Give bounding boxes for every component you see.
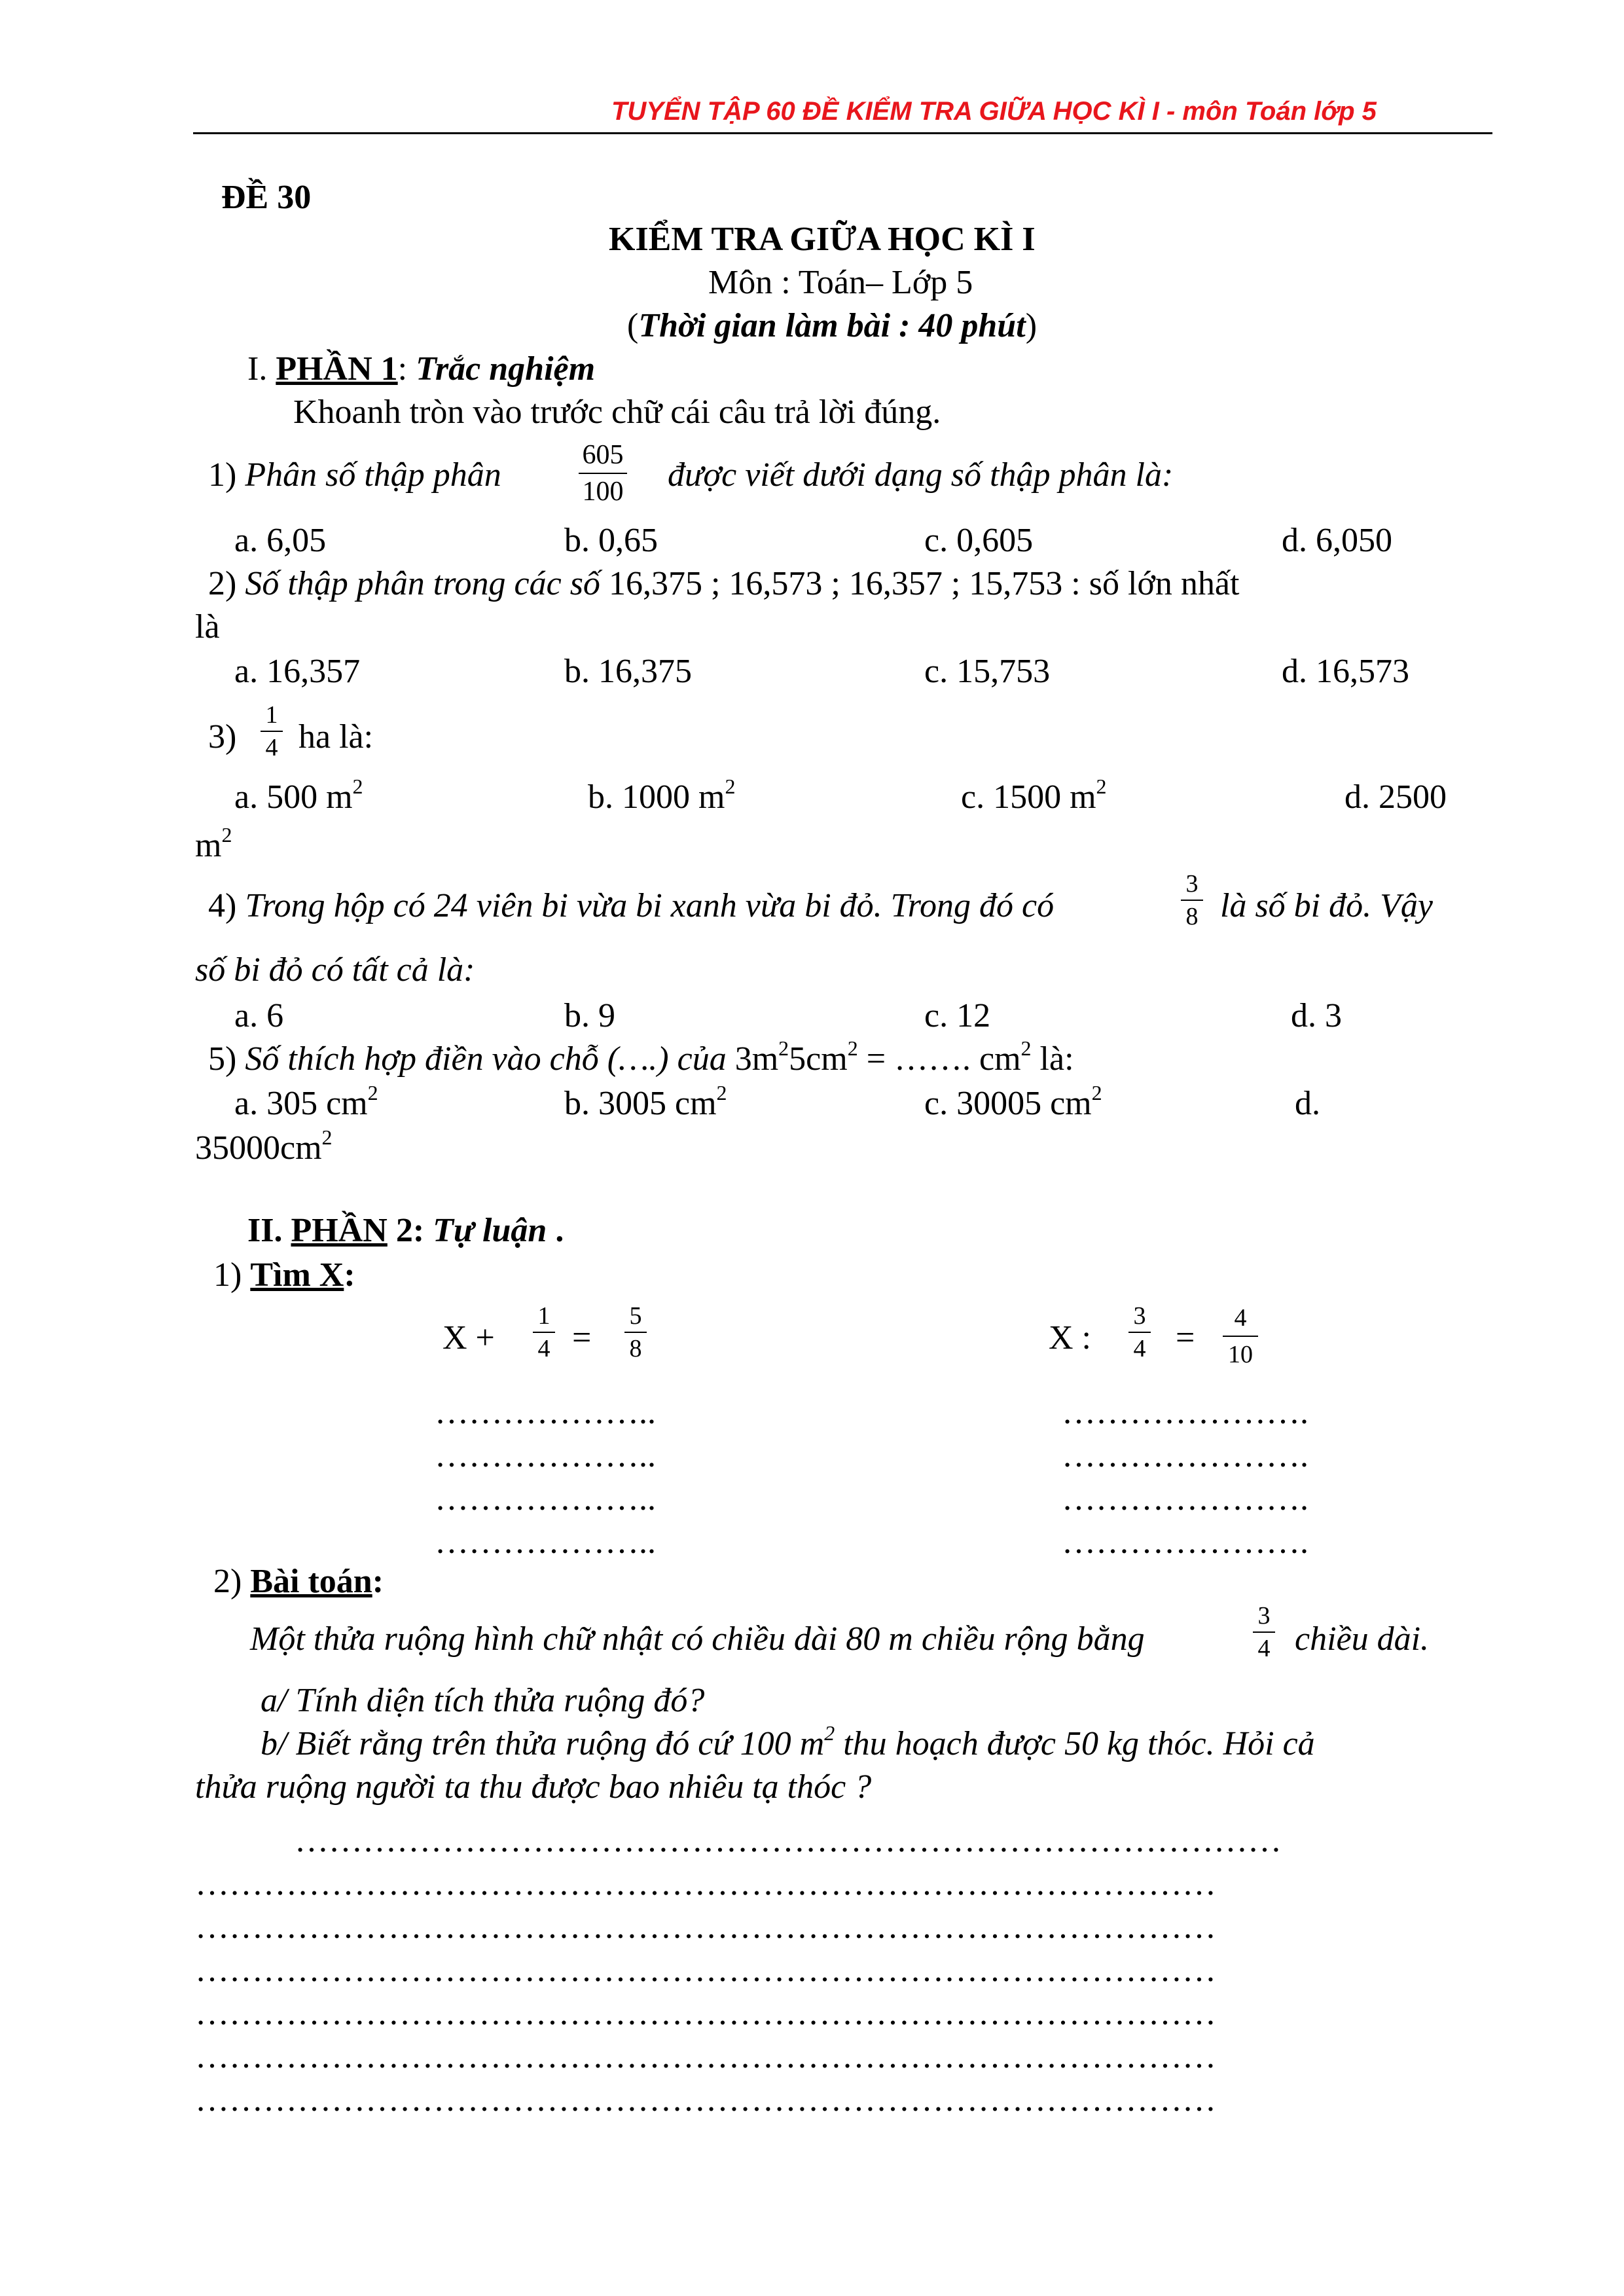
eq2-right-bar	[1223, 1336, 1258, 1337]
part2-after-label: 2:	[387, 1212, 433, 1249]
q1-option-a[interactable]: a. 6,05	[234, 522, 327, 559]
part2-label: PHẦN	[291, 1212, 388, 1249]
part1-colon: :	[397, 350, 416, 388]
q4-number: 4)	[208, 887, 245, 924]
problem-number: 2)	[213, 1563, 251, 1600]
problem-text: Một thửa ruộng hình chữ nhật có chiều dài 80 m chiều rộng bằng	[250, 1620, 1145, 1658]
eq2-answer-line-3[interactable]: ………………….	[1062, 1480, 1308, 1518]
eq1-answer-line-2[interactable]: ………………..	[435, 1437, 656, 1474]
q3-fraction-bar	[261, 731, 283, 732]
eq1-answer-line-1[interactable]: ………………..	[435, 1394, 656, 1431]
q3-option-d-unit: m	[195, 827, 222, 864]
q4-option-b[interactable]: b. 9	[564, 997, 615, 1034]
answer-line-3[interactable]: ………………………………………………………………………………	[195, 1908, 1216, 1946]
problem-fraction-den: 4	[1257, 1635, 1271, 1662]
q1-fraction	[573, 439, 632, 508]
exam-title: KIỂM TRA GIỮA HỌC KÌ I	[609, 221, 1036, 258]
q5-option-a-exp: 2	[367, 1080, 378, 1104]
q3-option-a-exp: 2	[352, 774, 363, 798]
problem-fraction	[1248, 1601, 1280, 1663]
answer-line-2[interactable]: ………………………………………………………………………………	[195, 1865, 1216, 1903]
q5-option-a[interactable]	[234, 1080, 378, 1123]
exam-number: ĐỀ 30	[221, 179, 312, 216]
find-x-colon: :	[344, 1256, 355, 1294]
part1-instruction: Khoanh tròn vào trước chữ cái câu trả lời đúng.	[293, 393, 941, 431]
q1-fraction-bar	[579, 473, 627, 474]
answer-line-7[interactable]: ………………………………………………………………………………	[195, 2081, 1216, 2119]
eq2-left-den: 4	[1133, 1335, 1146, 1362]
eq2-left-bar	[1128, 1332, 1151, 1333]
q3-option-a[interactable]	[234, 774, 363, 817]
eq2-fraction-left	[1123, 1302, 1156, 1363]
eq2-x: X :	[1049, 1319, 1091, 1357]
q1-text: Phân số thập phân	[245, 456, 501, 494]
eq2-answer-line-4[interactable]: ………………….	[1062, 1523, 1308, 1561]
q4-option-d[interactable]: d. 3	[1291, 997, 1342, 1034]
q5-option-b-exp: 2	[716, 1080, 727, 1104]
q5-expr-b-exp: 2	[847, 1036, 858, 1060]
q3-number: 3)	[208, 718, 237, 756]
q2-option-a[interactable]: a. 16,357	[234, 653, 361, 690]
q1-option-d[interactable]: d. 6,050	[1282, 522, 1392, 559]
q3-option-b[interactable]	[588, 774, 736, 817]
q2-option-b[interactable]: b. 16,375	[564, 653, 692, 690]
eq1-answer-line-3[interactable]: ………………..	[435, 1480, 656, 1518]
eq1-right-num: 5	[629, 1302, 642, 1330]
q1-option-c[interactable]: c. 0,605	[924, 522, 1034, 559]
answer-line-4[interactable]: ………………………………………………………………………………	[195, 1952, 1216, 1989]
q2-text-2: : số lớn nhất	[1062, 565, 1240, 602]
page-header-title: TUYỂN TẬP 60 ĐỀ KIỂM TRA GIỮA HỌC KÌ I - môn Toán lớp 5	[611, 97, 1377, 126]
q3-option-c[interactable]	[961, 774, 1107, 817]
eq2-left-num: 3	[1133, 1302, 1146, 1330]
part2-trail: .	[547, 1212, 564, 1249]
part2-name: Tự luận	[433, 1212, 547, 1249]
problem-part-b	[261, 1721, 1315, 1764]
eq2-answer-line-2[interactable]: ………………….	[1062, 1437, 1308, 1474]
q5-expr-b: 5cm	[789, 1040, 848, 1078]
q4-stem	[208, 886, 1054, 926]
q5-option-d[interactable]: d.	[1295, 1085, 1320, 1122]
q4-fraction-bar	[1181, 900, 1203, 901]
q4-text-3: số bi đỏ có tất cả là:	[195, 951, 475, 989]
q4-fraction-num: 3	[1185, 870, 1199, 898]
eq1-fraction-right	[619, 1302, 652, 1363]
q5-option-d-value: 35000cm	[195, 1129, 322, 1167]
q5-option-d-wrap	[195, 1125, 333, 1168]
eq1-right-den: 8	[629, 1335, 642, 1362]
problem-text-2: chiều dài.	[1295, 1620, 1430, 1658]
problem-heading	[213, 1562, 384, 1601]
q5-text: Số thích hợp điền vào chỗ (….) của	[245, 1040, 735, 1078]
q3-option-d-wrap	[195, 822, 232, 866]
q4-option-a[interactable]: a. 6	[234, 997, 284, 1034]
q3-text: ha là:	[298, 718, 374, 756]
q3-option-d-exp: 2	[221, 822, 232, 847]
q5-option-c[interactable]	[924, 1080, 1102, 1123]
q2-text: Số thập phân trong các số	[245, 565, 609, 602]
q1-fraction-num: 605	[582, 440, 624, 470]
eq2-right-num: 4	[1234, 1304, 1247, 1332]
find-x-number: 1)	[213, 1256, 251, 1294]
q2-text-3: là	[195, 608, 220, 646]
q5-expr-d: là:	[1031, 1040, 1074, 1078]
problem-b-text-2: thu hoạch được 50 kg thóc. Hỏi cả	[835, 1725, 1315, 1762]
q3-fraction-den: 4	[265, 734, 278, 761]
eq1-answer-line-4[interactable]: ………………..	[435, 1523, 656, 1561]
header-divider	[193, 132, 1492, 134]
q5-option-a-text: a. 305 cm	[234, 1085, 368, 1122]
q5-expr-a: 3m	[734, 1040, 779, 1078]
q2-number: 2)	[208, 565, 245, 602]
q3-option-d[interactable]: d. 2500	[1344, 778, 1447, 816]
problem-b-exp: 2	[824, 1721, 835, 1745]
problem-label: Bài toán	[250, 1563, 372, 1600]
answer-line-5[interactable]: ………………………………………………………………………………	[195, 1995, 1216, 2032]
q5-option-b[interactable]	[564, 1080, 727, 1123]
find-x-heading	[213, 1256, 355, 1295]
problem-part-b-cont: thửa ruộng người ta thu được bao nhiêu tạ thóc ?	[195, 1768, 872, 1806]
answer-line-6[interactable]: ………………………………………………………………………………	[195, 2038, 1216, 2075]
q4-fraction-den: 8	[1185, 903, 1199, 930]
eq1-left-den: 4	[537, 1335, 550, 1362]
find-x-label: Tìm X	[250, 1256, 344, 1294]
eq1-left-bar	[533, 1332, 555, 1333]
q5-option-c-text: c. 30005 cm	[924, 1085, 1092, 1122]
problem-colon: :	[372, 1563, 384, 1600]
part1-name: Trắc nghiệm	[416, 350, 596, 388]
problem-part-a: a/ Tính diện tích thửa ruộng đó?	[261, 1682, 705, 1719]
q4-fraction	[1176, 869, 1208, 931]
eq1-left-num: 1	[537, 1302, 550, 1330]
q3-option-c-exp: 2	[1096, 774, 1107, 798]
part1-heading	[247, 350, 595, 389]
part1-label: PHẦN 1	[276, 350, 398, 388]
q4-text-2: là số bi đỏ. Vậy	[1220, 887, 1433, 924]
time-close: )	[1025, 307, 1038, 344]
eq1-x: X +	[442, 1319, 495, 1357]
q4-text: Trong hộp có 24 viên bi vừa bi xanh vừa bi đỏ. Trong đó có	[245, 887, 1055, 924]
q2-stem	[208, 564, 1239, 604]
problem-b-text-1: b/ Biết rằng trên thửa ruộng đó cứ 100 m	[261, 1725, 825, 1762]
q2-option-c[interactable]: c. 15,753	[924, 653, 1051, 690]
part1-prefix: I.	[247, 350, 276, 388]
q5-option-c-exp: 2	[1091, 1080, 1102, 1104]
exam-subject: Môn : Toán– Lớp 5	[708, 264, 973, 301]
q1-option-b[interactable]: b. 0,65	[564, 522, 658, 559]
eq1-fraction-left	[528, 1302, 560, 1363]
eq2-fraction-right	[1218, 1302, 1263, 1371]
time-open: (	[627, 307, 639, 344]
q3-option-b-text: b. 1000 m	[588, 778, 725, 816]
q3-option-c-text: c. 1500 m	[961, 778, 1096, 816]
eq2-answer-line-1[interactable]: ………………….	[1062, 1394, 1308, 1431]
q2-numbers: 16,375 ; 16,573 ; 16,357 ; 15,753	[608, 565, 1063, 602]
q5-stem	[208, 1036, 1074, 1079]
q1-number: 1)	[208, 456, 245, 494]
q1-fraction-den: 100	[582, 477, 624, 507]
exam-time	[627, 306, 1037, 346]
eq2-equals: =	[1176, 1319, 1195, 1357]
q5-expr-c: = ……. cm	[857, 1040, 1021, 1078]
q5-expr-c-exp: 2	[1020, 1036, 1032, 1060]
part2-prefix: II.	[247, 1212, 291, 1249]
part2-heading	[247, 1211, 564, 1250]
q1-stem	[208, 456, 501, 495]
eq2-right-den: 10	[1228, 1341, 1253, 1368]
answer-line-1[interactable]: ……………………………………………………………………………	[295, 1822, 1282, 1859]
q5-option-b-text: b. 3005 cm	[564, 1085, 717, 1122]
problem-fraction-bar	[1253, 1631, 1275, 1633]
q5-option-d-exp: 2	[321, 1125, 333, 1149]
q5-expr-a-exp: 2	[778, 1036, 789, 1060]
q3-fraction	[255, 701, 288, 762]
q2-option-d[interactable]: d. 16,573	[1282, 653, 1409, 690]
q1-text-2: được viết dưới dạng số thập phân là:	[668, 456, 1174, 494]
q3-option-b-exp: 2	[725, 774, 736, 798]
q4-option-c[interactable]: c. 12	[924, 997, 991, 1034]
eq1-right-bar	[624, 1332, 647, 1333]
time-text: Thời gian làm bài : 40 phút	[638, 307, 1026, 344]
q3-option-a-text: a. 500 m	[234, 778, 353, 816]
q5-number: 5)	[208, 1040, 245, 1078]
problem-fraction-num: 3	[1257, 1602, 1271, 1630]
q3-fraction-num: 1	[265, 701, 278, 729]
eq1-equals: =	[572, 1319, 592, 1357]
